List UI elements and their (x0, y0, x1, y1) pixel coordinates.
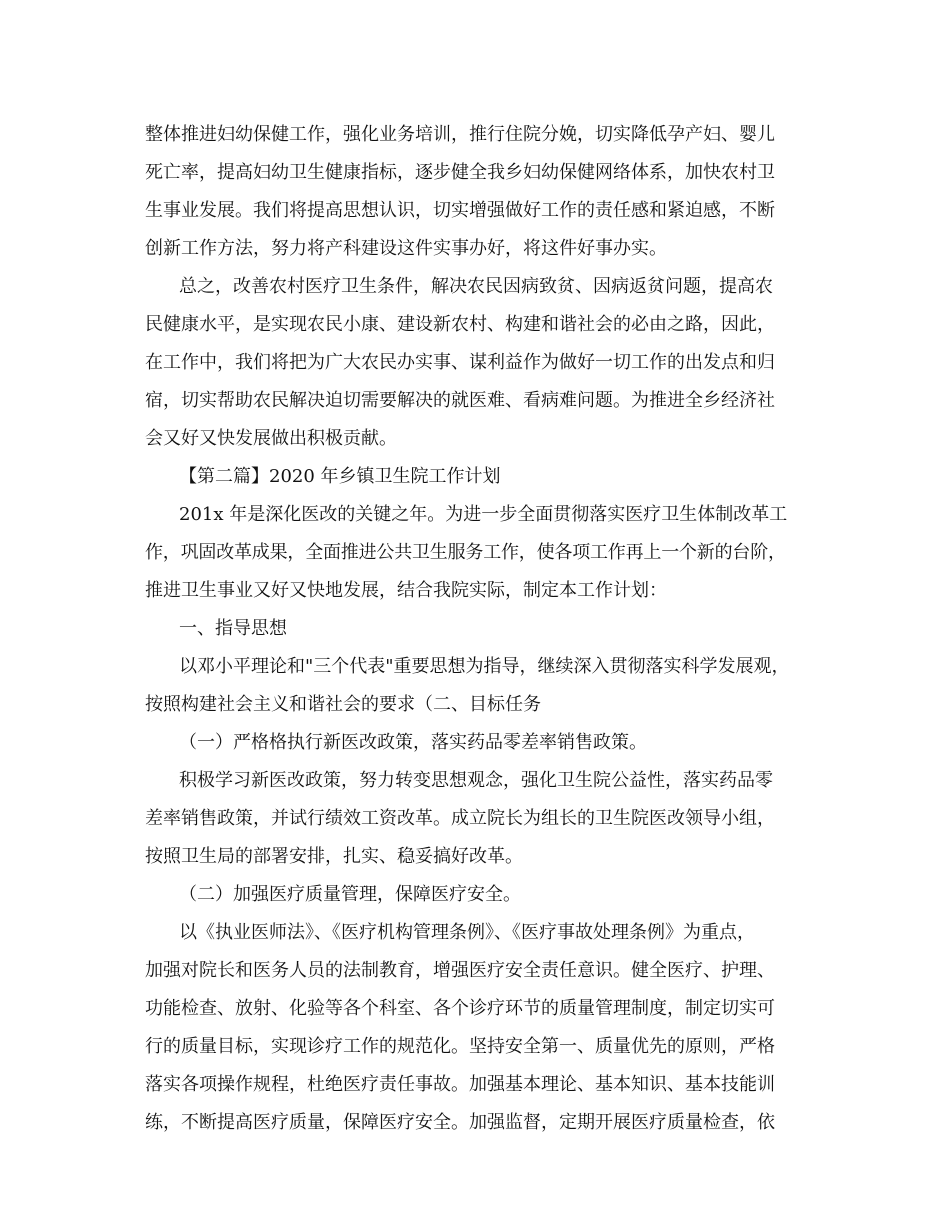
section-heading: 一、指导思想 (179, 618, 287, 639)
text-line: 创新工作方法，努力将产科建设这件实事办好，将这件好事办实。 (145, 238, 667, 259)
subsection-heading: （一）严格格执行新医改政策，落实药品零差率销售政策。 (179, 732, 647, 753)
text-line: 作，巩固改革成果，全面推进公共卫生服务工作，使各项工作再上一个新的台阶， (145, 542, 786, 563)
text-line: 加强对院长和医务人员的法制教育，增强医疗安全责任意识。健全医疗、护理、 (145, 960, 775, 981)
paragraph-start-line: 201x 年是深化医改的关键之年。为进一步全面贯彻落实医疗卫生体制改革工 (179, 504, 788, 525)
text-line: 练，不断提高医疗质量，保障医疗安全。加强监督，定期开展医疗质量检查，依 (145, 1112, 775, 1133)
text-line: 落实各项操作规程，杜绝医疗责任事故。加强基本理论、基本知识、基本技能训 (145, 1074, 775, 1095)
text-line: 按照构建社会主义和谐社会的要求（二、目标任务 (145, 694, 541, 715)
paragraph-start-line: 以《执业医师法》、《医疗机构管理条例》、《医疗事故处理条例》为重点， (179, 922, 755, 943)
text-line: 民健康水平，是实现农民小康、建设新农村、构建和谐社会的必由之路，因此， (145, 314, 775, 335)
text-line: 推进卫生事业又好又快地发展，结合我院实际，制定本工作计划： (145, 580, 667, 601)
text-line: 会又好又快发展做出积极贡献。 (145, 428, 397, 449)
text-line: 整体推进妇幼保健工作，强化业务培训，推行住院分娩，切实降低孕产妇、婴儿 (145, 124, 775, 145)
paragraph-start-line: 总之，改善农村医疗卫生条件，解决农民因病致贫、因病返贫问题，提高农 (179, 276, 773, 297)
paragraph-start-line: 以邓小平理论和"三个代表"重要思想为指导，继续深入贯彻落实科学发展观， (179, 656, 790, 677)
paragraph-start-line: 积极学习新医改政策，努力转变思想观念，强化卫生院公益性，落实药品零 (179, 770, 773, 791)
subsection-heading: （二）加强医疗质量管理，保障医疗安全。 (179, 884, 521, 905)
section-heading: 【第二篇】2020 年乡镇卫生院工作计划 (179, 466, 501, 487)
text-line: 行的质量目标，实现诊疗工作的规范化。坚持安全第一、质量优先的原则，严格 (145, 1036, 775, 1057)
text-line: 死亡率，提高妇幼卫生健康指标，逐步健全我乡妇幼保健网络体系，加快农村卫 (145, 162, 775, 183)
document-body (145, 116, 805, 1142)
text-line: 在工作中，我们将把为广大农民办实事、谋利益作为做好一切工作的出发点和归 (145, 352, 775, 373)
text-line: 功能检查、放射、化验等各个科室、各个诊疗环节的质量管理制度，制定切实可 (145, 998, 775, 1019)
text-line: 差率销售政策，并试行绩效工资改革。成立院长为组长的卫生院医改领导小组， (145, 808, 775, 829)
text-line: 宿，切实帮助农民解决迫切需要解决的就医难、看病难问题。为推进全乡经济社 (145, 390, 775, 411)
text-line: 生事业发展。我们将提高思想认识，切实增强做好工作的责任感和紧迫感，不断 (145, 200, 775, 221)
text-line: 按照卫生局的部署安排，扎实、稳妥搞好改革。 (145, 846, 523, 867)
